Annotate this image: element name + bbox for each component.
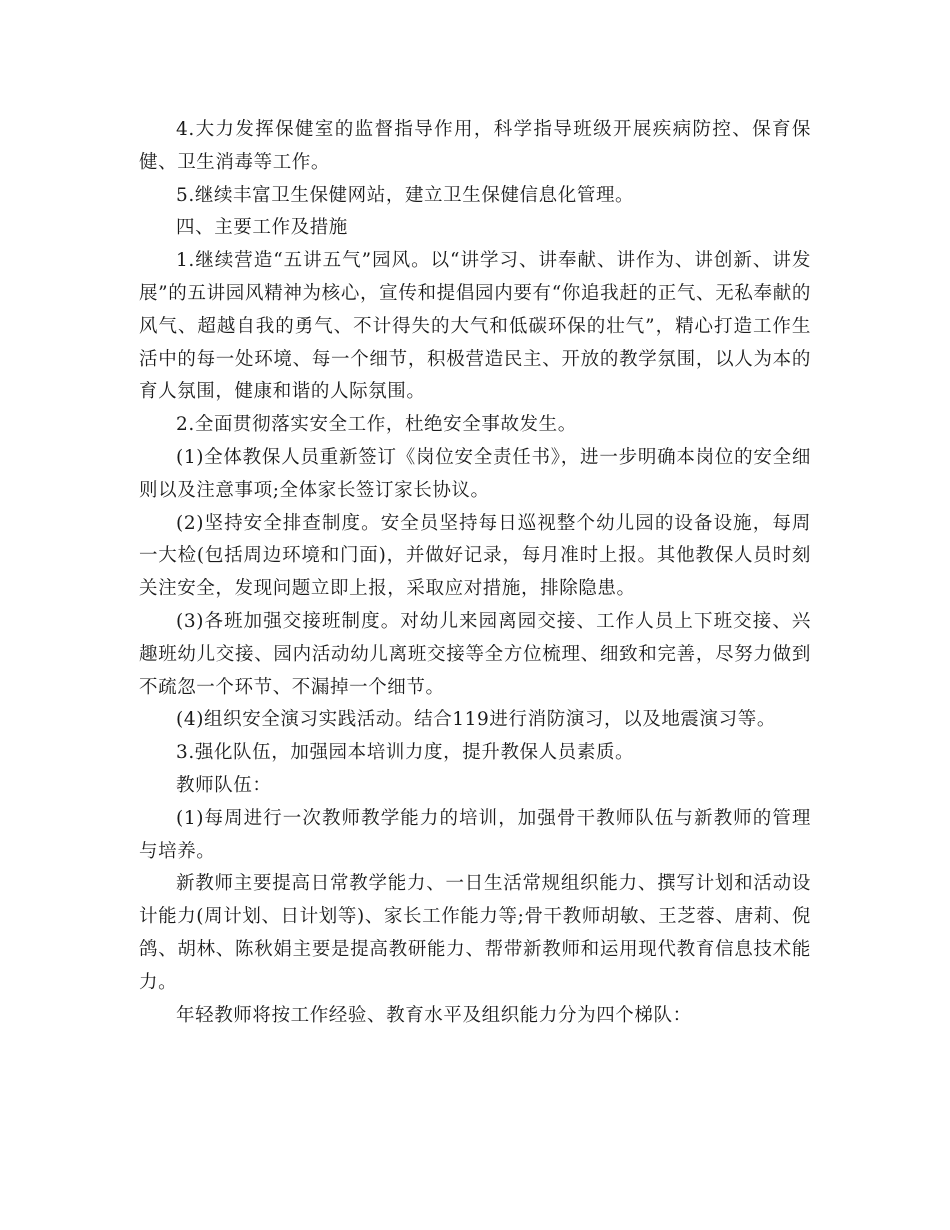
paragraph-safety-responsibility: (1)全体教保人员重新签订《岗位安全责任书》，进一步明确本岗位的安全细则以及注意事项;全体家长签订家长协议。 bbox=[139, 446, 811, 501]
paragraph-kindergarten-culture: 1.继续营造“五讲五气”园风。以“讲学习、讲奉献、讲作为、讲创新、讲发展”的五讲园风精神为核心，宣传和提倡园内要有“你追我赶的正气、无私奉献的风气、超越自我的勇气、不计得失的大气和低碳环保的壮气”，精心打造工作生活中的每一处环境、每一个细节，积极营造民主、开放的教学氛围，以人为本的育人氛围，健康和谐的人际氛围。 bbox=[139, 250, 811, 403]
section-heading-main-work: 四、主要工作及措施 bbox=[176, 217, 348, 239]
paragraph-safety-work: 2.全面贯彻落实安全工作，杜绝安全事故发生。 bbox=[176, 414, 577, 436]
paragraph-safety-drills: (4)组织安全演习实践活动。结合119进行消防演习，以及地震演习等。 bbox=[176, 709, 776, 731]
paragraph-young-teachers: 年轻教师将按工作经验、教育水平及组织能力分为四个梯队： bbox=[176, 1004, 692, 1026]
paragraph-staff-training: 3.强化队伍，加强园本培训力度，提升教保人员素质。 bbox=[176, 742, 635, 764]
paragraph-health-room-guidance: 4.大力发挥保健室的监督指导作用，科学指导班级开展疾病防控、保育保健、卫生消毒等工作。 bbox=[139, 119, 811, 173]
paragraph-teacher-development: 新教师主要提高日常教学能力、一日生活常规组织能力、撰写计划和活动设计能力(周计划、日计划等)、家长工作能力等;骨干教师胡敏、王芝蓉、唐莉、倪鸽、胡林、陈秋娟主要是提高教研能力、帮带新教师和运用现代教育信息技术能力。 bbox=[139, 873, 811, 993]
paragraph-weekly-training: (1)每周进行一次教师教学能力的培训，加强骨干教师队伍与新教师的管理与培养。 bbox=[139, 807, 811, 862]
paragraph-safety-inspection: (2)坚持安全排查制度。安全员坚持每日巡视整个幼儿园的设备设施，每周一大检(包括周边环境和门面)，并做好记录，每月准时上报。其他教保人员时刻关注安全，发现问题立即上报，采取应对措施，排除隐患。 bbox=[139, 512, 811, 600]
paragraph-health-website: 5.继续丰富卫生保健网站，建立卫生保健信息化管理。 bbox=[176, 184, 635, 206]
subheading-teacher-team: 教师队伍： bbox=[176, 774, 272, 796]
paragraph-handover-system: (3)各班加强交接班制度。对幼儿来园离园交接、工作人员上下班交接、兴趣班幼儿交接、园内活动幼儿离班交接等全方位梳理、细致和完善，尽努力做到不疏忽一个环节、不漏掉一个细节。 bbox=[139, 610, 811, 698]
document-body bbox=[139, 114, 811, 1032]
